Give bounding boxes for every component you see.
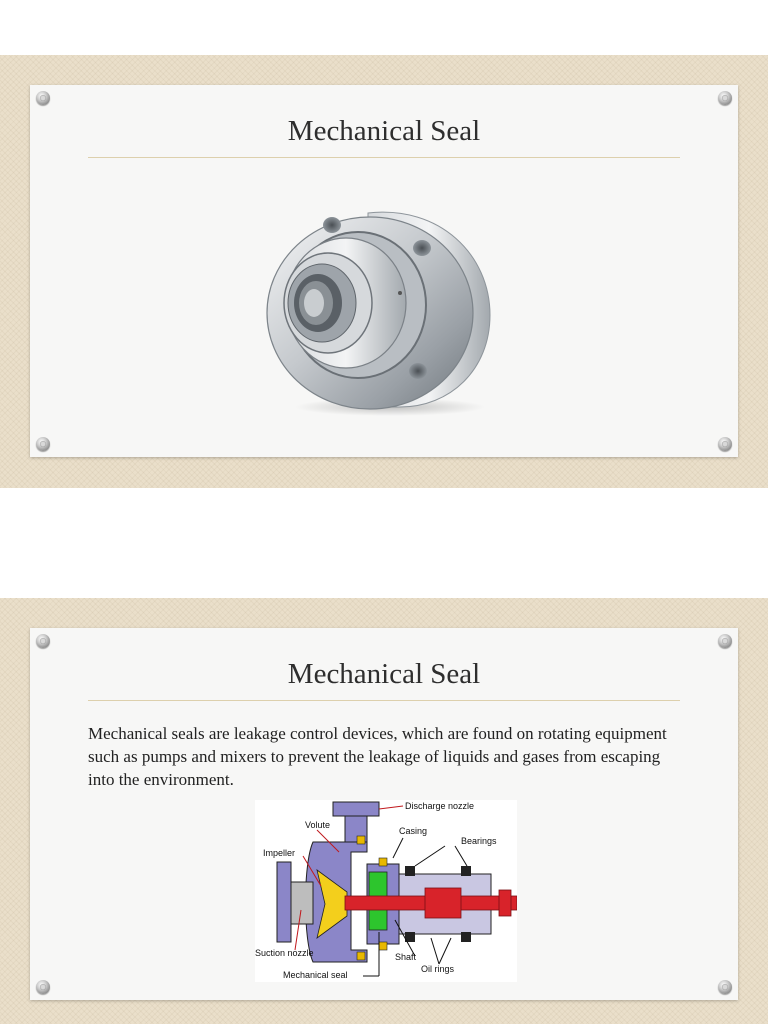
slide-1-card [30, 85, 738, 457]
screw-icon [718, 980, 732, 994]
label-mechanical-seal: Mechanical seal [283, 970, 348, 980]
slide-2 [0, 598, 768, 1024]
title-divider [88, 157, 680, 158]
mechanical-seal-photo [250, 175, 500, 425]
slide-2-card [30, 628, 738, 1000]
screw-icon [36, 437, 50, 451]
label-impeller: Impeller [263, 848, 296, 858]
slide-1 [0, 55, 768, 488]
screw-icon [718, 91, 732, 105]
label-oil-rings: Oil rings [421, 964, 455, 974]
screw-icon [36, 980, 50, 994]
label-volute: Volute [305, 820, 331, 830]
screw-icon [36, 91, 50, 105]
label-discharge-nozzle: Discharge nozzle [405, 801, 475, 811]
screw-icon [718, 634, 732, 648]
screw-icon [718, 437, 732, 451]
label-casing: Casing [399, 826, 428, 836]
slide-2-title: Mechanical Seal [287, 658, 481, 690]
slide-2-body-text: Mechanical seals are leakage control devices, which are found on rotating equipment such as pumps and mixers to prevent the leakage of liquids and gases from escaping into the environment. [88, 724, 667, 789]
label-shaft: Shaft [395, 952, 417, 962]
screw-icon [36, 634, 50, 648]
title-divider [88, 700, 680, 701]
slide-1-title: Mechanical Seal [287, 115, 481, 147]
label-suction-nozzle: Suction nozzle [255, 948, 314, 958]
label-bearings: Bearings [461, 836, 497, 846]
pump-diagram [255, 800, 517, 982]
